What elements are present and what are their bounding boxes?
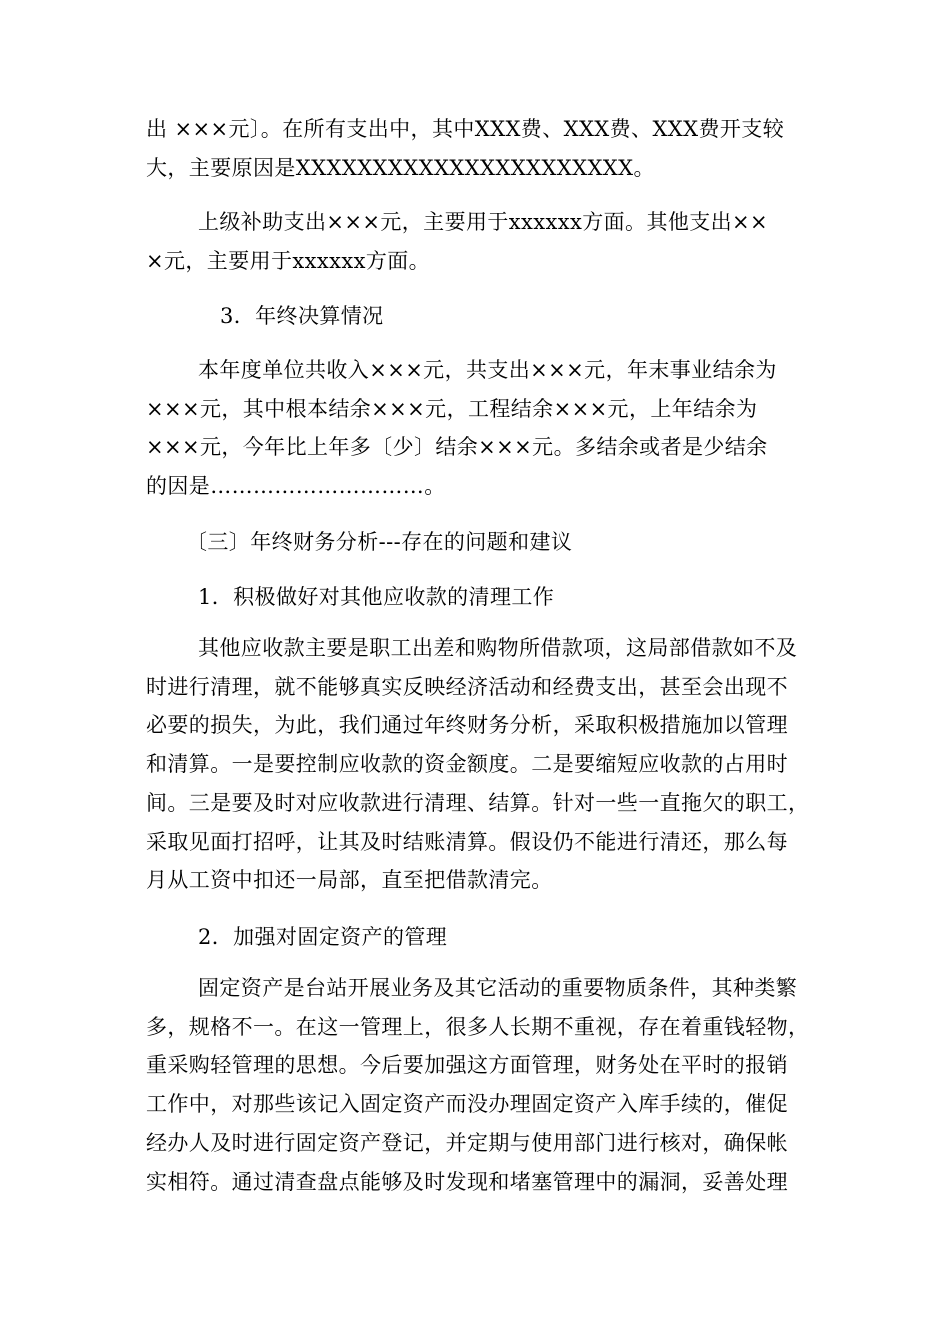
- text-line: ×××元，其中根本结余×××元，工程结余×××元，上年结余为: [146, 396, 758, 421]
- heading-year-end-settlement: [146, 297, 806, 336]
- paragraph-expenditure-summary: [146, 110, 806, 187]
- text-line: 固定资产是台站开展业务及其它活动的重要物质条件，其种类繁: [198, 976, 798, 1000]
- text-line: 时进行清理，就不能够真实反映经济活动和经费支出，甚至会出现不: [146, 674, 788, 699]
- text-line: 经办人及时进行固定资产登记，并定期与使用部门进行核对，确保帐: [146, 1130, 788, 1155]
- heading-fixed-assets: [146, 918, 806, 957]
- heading-text: 1．积极做好对其他应收款的清理工作: [198, 585, 555, 609]
- text-line: 工作中，对那些该记入固定资产而没办理固定资产入库手续的，催促: [146, 1092, 788, 1117]
- heading-text: 〔三〕年终财务分析---存在的问题和建议: [186, 530, 573, 554]
- text-line: 多，规格不一。在这一管理上，很多人长期不重视，存在着重钱轻物，: [146, 1014, 810, 1039]
- paragraph-fixed-assets: [146, 969, 810, 1201]
- text-line: 出 ×××元〕。在所有支出中，其中XXX费、XXX费、XXX费开支较: [146, 117, 785, 141]
- paragraph-subsidy-expenditure: [146, 203, 806, 280]
- heading-text: 3．年终决算情况: [220, 304, 384, 328]
- text-line: 间。三是要及时对应收款进行清理、结算。针对一些一直拖欠的职工，: [146, 790, 810, 815]
- heading-receivables-cleanup: [146, 578, 806, 617]
- text-line: 其他应收款主要是职工出差和购物所借款项，这局部借款如不及: [198, 636, 798, 660]
- text-line: ×××元，今年比上年多〔少〕结余×××元。多结余或者是少结余: [146, 435, 768, 460]
- text-line: 月从工资中扣还一局部，直至把借款清完。: [146, 868, 553, 893]
- paragraph-settlement-details: [146, 351, 806, 506]
- heading-section-three: [146, 523, 806, 562]
- paragraph-receivables: [146, 629, 810, 900]
- text-line: 大，主要原因是XXXXXXXXXXXXXXXXXXXXXX。: [146, 155, 655, 180]
- text-line: ×元，主要用于xxxxxx方面。: [146, 248, 431, 273]
- text-line: 实相符。通过清查盘点能够及时发现和堵塞管理中的漏洞，妥善处理: [146, 1169, 788, 1194]
- text-line: 的因是…………………………。: [146, 474, 446, 499]
- heading-text: 2．加强对固定资产的管理: [198, 925, 448, 949]
- text-line: 重采购轻管理的思想。今后要加强这方面管理，财务处在平时的报销: [146, 1053, 788, 1078]
- text-line: 本年度单位共收入×××元，共支出×××元，年末事业结余为: [198, 358, 777, 382]
- text-line: 采取见面打招呼，让其及时结账清算。假设仍不能进行清还，那么每: [146, 829, 788, 854]
- text-line: 必要的损失，为此，我们通过年终财务分析，采取积极措施加以管理: [146, 713, 788, 738]
- text-line: 和清算。一是要控制应收款的资金额度。二是要缩短应收款的占用时: [146, 752, 788, 777]
- text-line: 上级补助支出×××元，主要用于xxxxxx方面。其他支出××: [198, 210, 769, 234]
